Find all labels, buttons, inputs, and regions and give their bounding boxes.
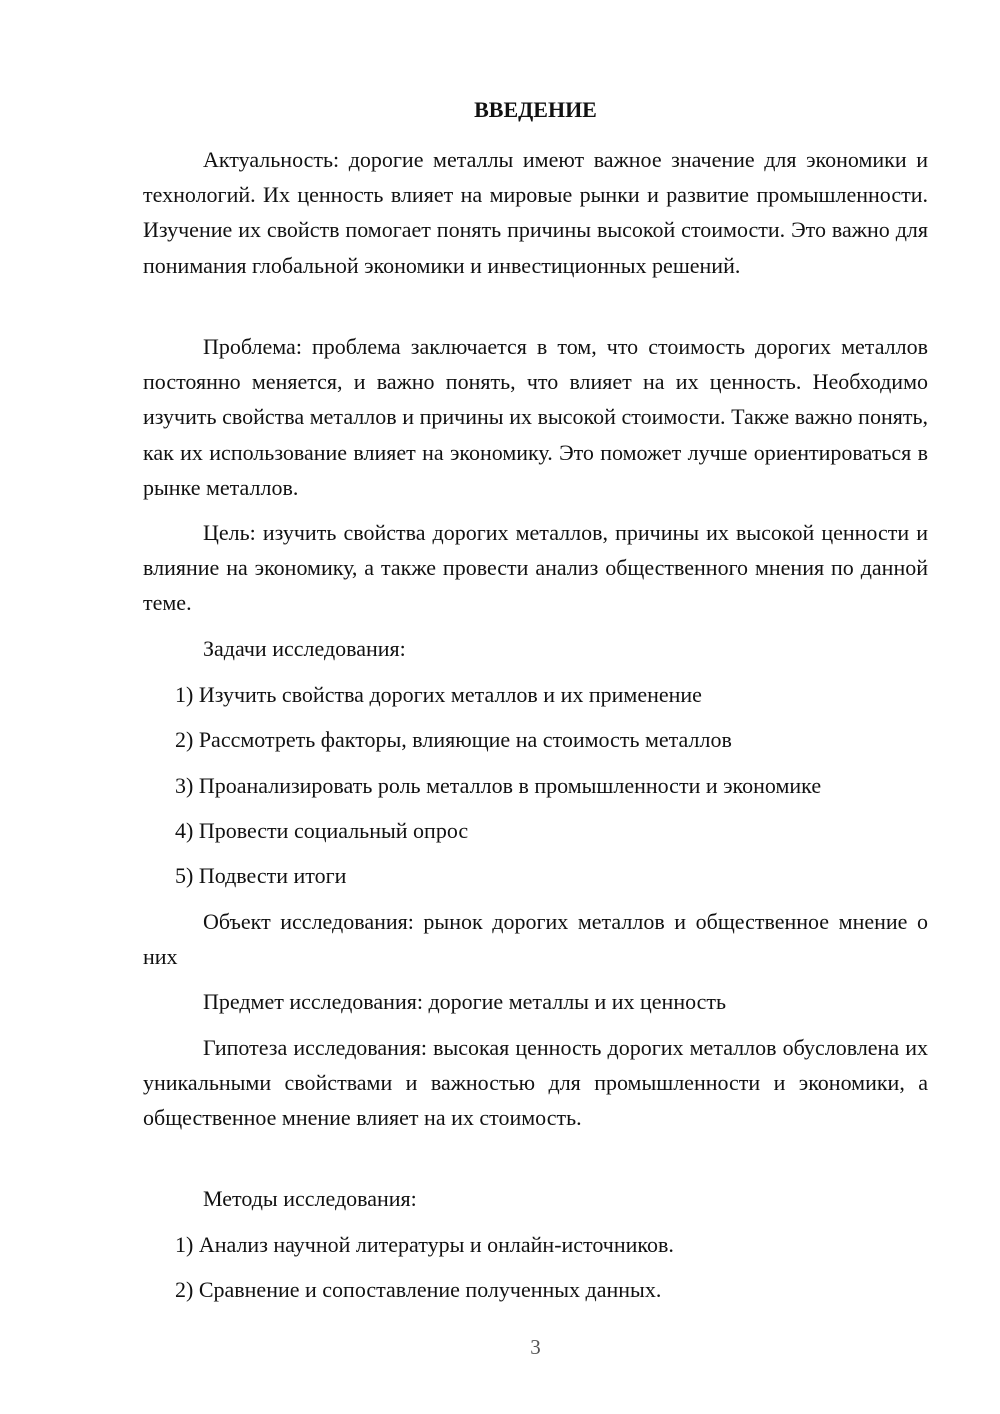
task-item-3: 3) Проанализировать роль металлов в промышленности и экономике — [175, 773, 822, 798]
page-title: ВВЕДЕНИЕ — [474, 97, 597, 122]
methods-heading: Методы исследования: — [203, 1186, 417, 1211]
task-item-4: 4) Провести социальный опрос — [175, 818, 469, 843]
method-item-1: 1) Анализ научной литературы и онлайн-источников. — [175, 1232, 674, 1257]
object-paragraph: Объект исследования: рынок дорогих металлов и общественное мнение о них — [143, 909, 928, 970]
goal-paragraph: Цель: изучить свойства дорогих металлов, причины их высокой ценности и влияние на экономику, а также провести анализ общественного мнения по данной теме. — [143, 520, 928, 616]
page-number: 3 — [530, 1335, 541, 1359]
task-item-2: 2) Рассмотреть факторы, влияющие на стоимость металлов — [175, 727, 732, 752]
task-item-5: 5) Подвести итоги — [175, 863, 347, 888]
tasks-heading: Задачи исследования: — [203, 636, 406, 661]
problem-paragraph: Проблема: проблема заключается в том, что стоимость дорогих металлов постоянно меняется, и важно понять, что влияет на их ценность. Необходимо изучить свойства металлов и причины их высокой стоимости. Также важно понять, как их использование влияет на экономику. Это поможет лучше ориентироваться в рынке металлов. — [143, 334, 928, 500]
hypothesis-paragraph: Гипотеза исследования: высокая ценность дорогих металлов обусловлена их уникальными свойствами и важностью для промышленности и экономики, а общественное мнение влияет на их стоимость. — [143, 1035, 928, 1131]
subject-paragraph: Предмет исследования: дорогие металлы и их ценность — [203, 989, 727, 1014]
document-page — [143, 0, 928, 1414]
relevance-paragraph: Актуальность: дорогие металлы имеют важное значение для экономики и технологий. Их ценность влияет на мировые рынки и развитие промышленности. Изучение их свойств помогает понять причины высокой стоимости. Это важно для понимания глобальной экономики и инвестиционных решений. — [143, 147, 928, 278]
method-item-2: 2) Сравнение и сопоставление полученных данных. — [175, 1277, 662, 1302]
task-item-1: 1) Изучить свойства дорогих металлов и их применение — [175, 682, 702, 707]
